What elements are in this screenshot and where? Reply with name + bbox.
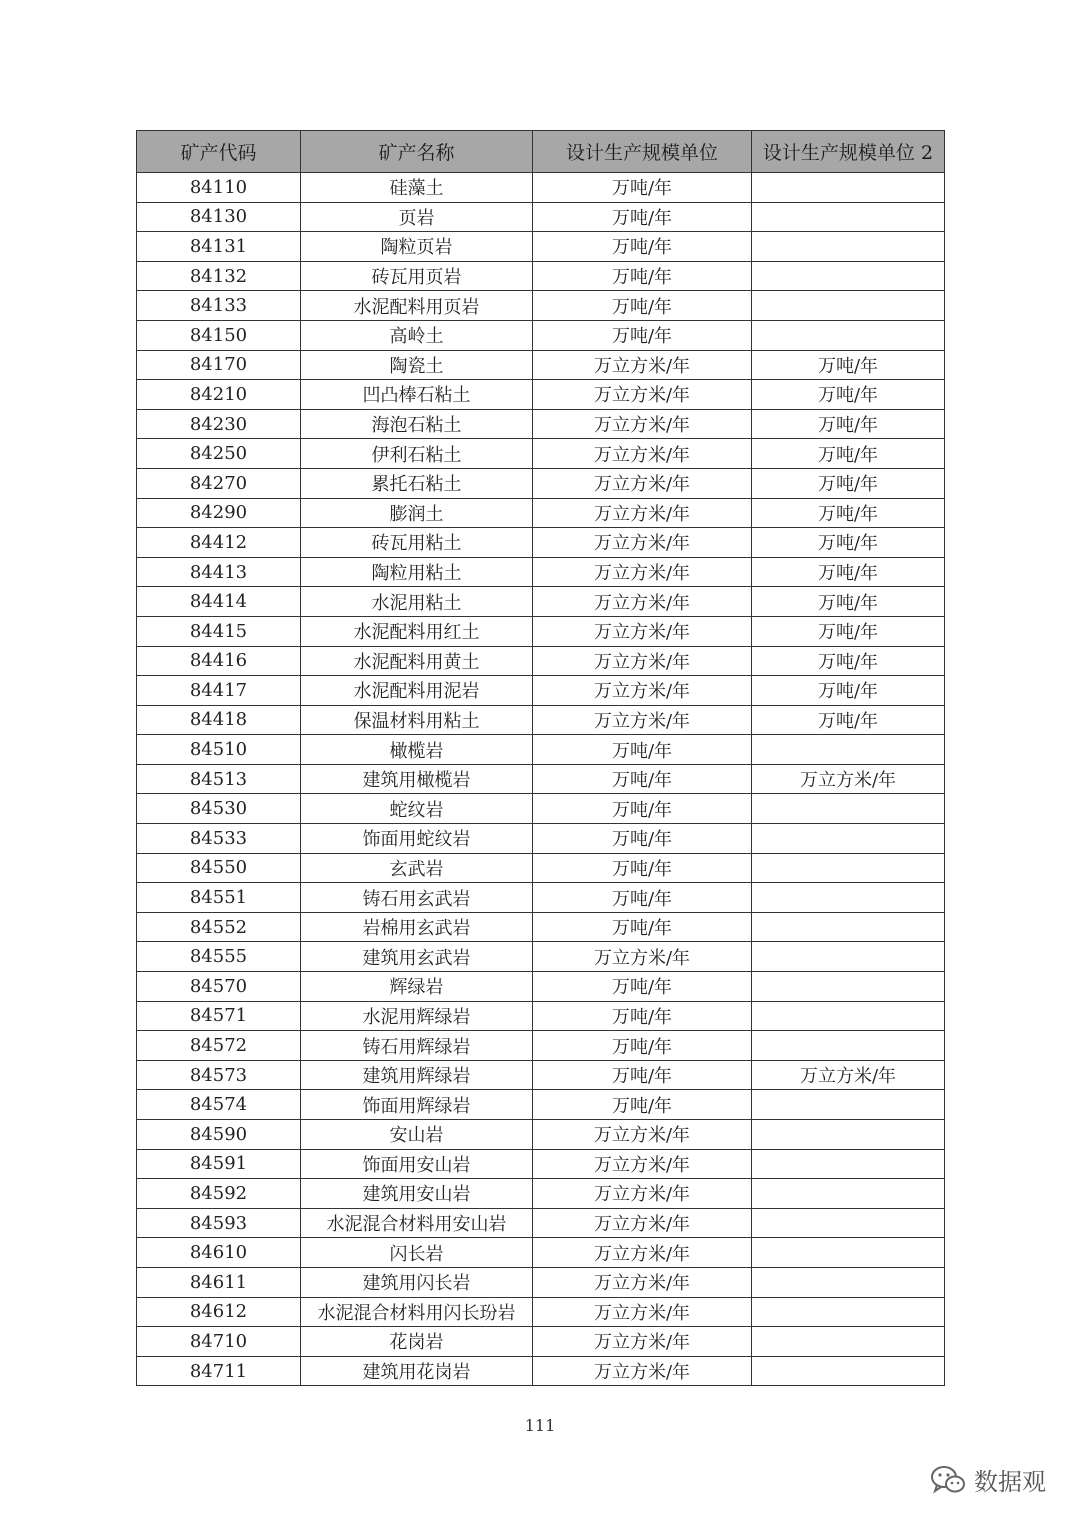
- unit-cell: 万立方米/年: [533, 1149, 752, 1179]
- unit-2-cell: [752, 1031, 945, 1061]
- table-row: [137, 380, 945, 410]
- unit-2-cell: [752, 202, 945, 232]
- unit-2-cell: [752, 232, 945, 262]
- mineral-code-cell: 84710: [137, 1327, 301, 1357]
- table-row: [137, 1356, 945, 1386]
- unit-2-cell: 万吨/年: [752, 498, 945, 528]
- unit-cell: 万立方米/年: [533, 439, 752, 469]
- unit-cell: 万立方米/年: [533, 350, 752, 380]
- unit-cell: 万吨/年: [533, 173, 752, 203]
- table-row: [137, 1179, 945, 1209]
- mineral-code-cell: 84415: [137, 616, 301, 646]
- table-row: [137, 912, 945, 942]
- unit-2-cell: [752, 1356, 945, 1386]
- mineral-code-cell: 84571: [137, 1001, 301, 1031]
- mineral-name-cell: 保温材料用粘土: [301, 705, 533, 735]
- mineral-code-cell: 84555: [137, 942, 301, 972]
- mineral-name-cell: 饰面用蛇纹岩: [301, 824, 533, 854]
- table-row: [137, 616, 945, 646]
- mineral-code-cell: 84610: [137, 1238, 301, 1268]
- mineral-name-cell: 水泥用粘土: [301, 587, 533, 617]
- unit-cell: 万立方米/年: [533, 468, 752, 498]
- unit-2-cell: [752, 794, 945, 824]
- unit-2-cell: 万吨/年: [752, 616, 945, 646]
- mineral-code-cell: 84550: [137, 853, 301, 883]
- mineral-name-cell: 水泥混合材料用安山岩: [301, 1208, 533, 1238]
- unit-cell: 万吨/年: [533, 764, 752, 794]
- mineral-name-cell: 饰面用辉绿岩: [301, 1090, 533, 1120]
- mineral-name-cell: 陶粒页岩: [301, 232, 533, 262]
- unit-cell: 万立方米/年: [533, 1267, 752, 1297]
- table-row: [137, 409, 945, 439]
- mineral-name-cell: 饰面用安山岩: [301, 1149, 533, 1179]
- mineral-code-cell: 84551: [137, 883, 301, 913]
- unit-2-cell: 万吨/年: [752, 528, 945, 558]
- table-row: [137, 498, 945, 528]
- mineral-code-cell: 84133: [137, 291, 301, 321]
- table-row: [137, 824, 945, 854]
- unit-cell: 万吨/年: [533, 320, 752, 350]
- mineral-name-cell: 伊利石粘土: [301, 439, 533, 469]
- unit-2-cell: 万吨/年: [752, 439, 945, 469]
- mineral-code-cell: 84533: [137, 824, 301, 854]
- mineral-code-cell: 84590: [137, 1120, 301, 1150]
- table-row: [137, 794, 945, 824]
- unit-2-cell: 万吨/年: [752, 350, 945, 380]
- unit-cell: 万立方米/年: [533, 1327, 752, 1357]
- table-row: [137, 1327, 945, 1357]
- unit-2-cell: 万吨/年: [752, 587, 945, 617]
- unit-2-cell: [752, 735, 945, 765]
- unit-cell: 万吨/年: [533, 883, 752, 913]
- unit-cell: 万立方米/年: [533, 1120, 752, 1150]
- unit-cell: 万立方米/年: [533, 942, 752, 972]
- mineral-code-cell: 84413: [137, 557, 301, 587]
- mineral-code-cell: 84573: [137, 1060, 301, 1090]
- unit-cell: 万立方米/年: [533, 587, 752, 617]
- unit-2-cell: [752, 1267, 945, 1297]
- table-row: [137, 1031, 945, 1061]
- unit-cell: 万吨/年: [533, 912, 752, 942]
- unit-2-cell: [752, 1120, 945, 1150]
- unit-2-cell: [752, 291, 945, 321]
- mineral-name-cell: 硅藻土: [301, 173, 533, 203]
- mineral-code-cell: 84611: [137, 1267, 301, 1297]
- mineral-code-cell: 84250: [137, 439, 301, 469]
- mineral-code-cell: 84270: [137, 468, 301, 498]
- table-row: [137, 1120, 945, 1150]
- unit-cell: 万立方米/年: [533, 528, 752, 558]
- unit-2-cell: [752, 942, 945, 972]
- table-row: [137, 676, 945, 706]
- table-row: [137, 942, 945, 972]
- table-row: [137, 1149, 945, 1179]
- unit-cell: 万吨/年: [533, 853, 752, 883]
- table-row: [137, 320, 945, 350]
- wechat-icon: [930, 1465, 966, 1495]
- mineral-code-cell: 84414: [137, 587, 301, 617]
- mineral-name-cell: 花岗岩: [301, 1327, 533, 1357]
- mineral-code-cell: 84210: [137, 380, 301, 410]
- unit-cell: 万吨/年: [533, 735, 752, 765]
- unit-cell: 万吨/年: [533, 291, 752, 321]
- unit-2-cell: [752, 824, 945, 854]
- table-row: [137, 291, 945, 321]
- table-row: [137, 705, 945, 735]
- mineral-name-cell: 建筑用花岗岩: [301, 1356, 533, 1386]
- mineral-code-cell: 84572: [137, 1031, 301, 1061]
- unit-2-cell: [752, 912, 945, 942]
- mineral-name-cell: 闪长岩: [301, 1238, 533, 1268]
- mineral-code-cell: 84416: [137, 646, 301, 676]
- mineral-name-cell: 建筑用玄武岩: [301, 942, 533, 972]
- table-body: [137, 173, 945, 1386]
- mineral-name-cell: 玄武岩: [301, 853, 533, 883]
- unit-2-cell: 万吨/年: [752, 557, 945, 587]
- unit-cell: 万立方米/年: [533, 498, 752, 528]
- mineral-code-cell: 84418: [137, 705, 301, 735]
- unit-cell: 万立方米/年: [533, 557, 752, 587]
- mineral-code-cell: 84417: [137, 676, 301, 706]
- unit-2-cell: [752, 883, 945, 913]
- table-row: [137, 557, 945, 587]
- unit-2-cell: [752, 1001, 945, 1031]
- unit-2-cell: 万吨/年: [752, 646, 945, 676]
- header-row: [137, 131, 945, 173]
- mineral-code-cell: 84530: [137, 794, 301, 824]
- unit-cell: 万立方米/年: [533, 1179, 752, 1209]
- unit-cell: 万吨/年: [533, 202, 752, 232]
- header-mineral-name: 矿产名称: [301, 131, 533, 173]
- unit-2-cell: [752, 1327, 945, 1357]
- unit-2-cell: [752, 261, 945, 291]
- unit-2-cell: [752, 173, 945, 203]
- table-row: [137, 1238, 945, 1268]
- mineral-name-cell: 水泥用辉绿岩: [301, 1001, 533, 1031]
- table-row: [137, 202, 945, 232]
- unit-2-cell: 万吨/年: [752, 380, 945, 410]
- unit-cell: 万吨/年: [533, 972, 752, 1002]
- mineral-code-cell: 84131: [137, 232, 301, 262]
- mineral-code-cell: 84592: [137, 1179, 301, 1209]
- table-row: [137, 1267, 945, 1297]
- unit-2-cell: [752, 1238, 945, 1268]
- table-row: [137, 883, 945, 913]
- mineral-code-cell: 84552: [137, 912, 301, 942]
- unit-2-cell: 万立方米/年: [752, 764, 945, 794]
- mineral-code-cell: 84574: [137, 1090, 301, 1120]
- table-row: [137, 764, 945, 794]
- mineral-code-cell: 84711: [137, 1356, 301, 1386]
- mineral-name-cell: 砖瓦用页岩: [301, 261, 533, 291]
- header-mineral-code: 矿产代码: [137, 131, 301, 173]
- table-row: [137, 1297, 945, 1327]
- table-row: [137, 468, 945, 498]
- unit-cell: 万立方米/年: [533, 409, 752, 439]
- mineral-code-cell: 84150: [137, 320, 301, 350]
- unit-2-cell: [752, 972, 945, 1002]
- unit-cell: 万立方米/年: [533, 380, 752, 410]
- table-header: [137, 131, 945, 173]
- mineral-name-cell: 安山岩: [301, 1120, 533, 1150]
- unit-cell: 万立方米/年: [533, 1208, 752, 1238]
- mineral-code-cell: 84513: [137, 764, 301, 794]
- table-row: [137, 439, 945, 469]
- mineral-code-cell: 84110: [137, 173, 301, 203]
- unit-2-cell: [752, 1208, 945, 1238]
- mineral-name-cell: 水泥配料用红土: [301, 616, 533, 646]
- mineral-code-cell: 84570: [137, 972, 301, 1002]
- mineral-name-cell: 页岩: [301, 202, 533, 232]
- mineral-name-cell: 橄榄岩: [301, 735, 533, 765]
- unit-cell: 万立方米/年: [533, 676, 752, 706]
- page-number: 111: [524, 1416, 556, 1435]
- mineral-name-cell: 水泥配料用泥岩: [301, 676, 533, 706]
- mineral-code-cell: 84290: [137, 498, 301, 528]
- unit-cell: 万吨/年: [533, 232, 752, 262]
- table-row: [137, 1001, 945, 1031]
- mineral-name-cell: 建筑用辉绿岩: [301, 1060, 533, 1090]
- mineral-table: [136, 130, 945, 1386]
- unit-2-cell: [752, 853, 945, 883]
- mineral-name-cell: 高岭土: [301, 320, 533, 350]
- mineral-code-cell: 84593: [137, 1208, 301, 1238]
- table-row: [137, 972, 945, 1002]
- watermark: [930, 1462, 1046, 1497]
- mineral-name-cell: 水泥混合材料用闪长玢岩: [301, 1297, 533, 1327]
- unit-cell: 万吨/年: [533, 261, 752, 291]
- mineral-name-cell: 岩棉用玄武岩: [301, 912, 533, 942]
- unit-2-cell: [752, 1149, 945, 1179]
- unit-2-cell: [752, 1297, 945, 1327]
- table-row: [137, 528, 945, 558]
- unit-2-cell: 万立方米/年: [752, 1060, 945, 1090]
- mineral-name-cell: 建筑用橄榄岩: [301, 764, 533, 794]
- mineral-name-cell: 砖瓦用粘土: [301, 528, 533, 558]
- mineral-code-cell: 84230: [137, 409, 301, 439]
- table-row: [137, 350, 945, 380]
- unit-cell: 万立方米/年: [533, 646, 752, 676]
- mineral-name-cell: 建筑用闪长岩: [301, 1267, 533, 1297]
- unit-cell: 万吨/年: [533, 1060, 752, 1090]
- unit-2-cell: [752, 1090, 945, 1120]
- unit-2-cell: [752, 320, 945, 350]
- mineral-name-cell: 水泥配料用页岩: [301, 291, 533, 321]
- mineral-name-cell: 陶粒用粘土: [301, 557, 533, 587]
- watermark-text: 数据观: [974, 1468, 1046, 1496]
- mineral-name-cell: 累托石粘土: [301, 468, 533, 498]
- table-row: [137, 646, 945, 676]
- table-row: [137, 1208, 945, 1238]
- mineral-name-cell: 辉绿岩: [301, 972, 533, 1002]
- mineral-code-cell: 84591: [137, 1149, 301, 1179]
- unit-cell: 万立方米/年: [533, 1297, 752, 1327]
- mineral-name-cell: 水泥配料用黄土: [301, 646, 533, 676]
- unit-cell: 万立方米/年: [533, 616, 752, 646]
- header-unit: 设计生产规模单位: [533, 131, 752, 173]
- unit-cell: 万吨/年: [533, 1001, 752, 1031]
- unit-cell: 万吨/年: [533, 794, 752, 824]
- mineral-name-cell: 海泡石粘土: [301, 409, 533, 439]
- mineral-name-cell: 凹凸棒石粘土: [301, 380, 533, 410]
- mineral-code-cell: 84132: [137, 261, 301, 291]
- table-row: [137, 173, 945, 203]
- mineral-code-cell: 84510: [137, 735, 301, 765]
- unit-cell: 万吨/年: [533, 824, 752, 854]
- mineral-code-cell: 84412: [137, 528, 301, 558]
- mineral-code-cell: 84130: [137, 202, 301, 232]
- mineral-code-cell: 84170: [137, 350, 301, 380]
- unit-cell: 万吨/年: [533, 1031, 752, 1061]
- table-row: [137, 587, 945, 617]
- mineral-name-cell: 铸石用玄武岩: [301, 883, 533, 913]
- unit-2-cell: [752, 1179, 945, 1209]
- unit-cell: 万立方米/年: [533, 1356, 752, 1386]
- mineral-name-cell: 建筑用安山岩: [301, 1179, 533, 1209]
- unit-cell: 万吨/年: [533, 1090, 752, 1120]
- table-row: [137, 1060, 945, 1090]
- unit-2-cell: 万吨/年: [752, 409, 945, 439]
- header-unit-2: 设计生产规模单位 2: [752, 131, 945, 173]
- mineral-code-cell: 84612: [137, 1297, 301, 1327]
- unit-cell: 万立方米/年: [533, 705, 752, 735]
- unit-2-cell: 万吨/年: [752, 468, 945, 498]
- unit-2-cell: 万吨/年: [752, 676, 945, 706]
- table-row: [137, 735, 945, 765]
- mineral-name-cell: 陶瓷土: [301, 350, 533, 380]
- unit-cell: 万立方米/年: [533, 1238, 752, 1268]
- table-row: [137, 232, 945, 262]
- mineral-name-cell: 膨润土: [301, 498, 533, 528]
- table-row: [137, 261, 945, 291]
- table-row: [137, 1090, 945, 1120]
- mineral-name-cell: 蛇纹岩: [301, 794, 533, 824]
- mineral-name-cell: 铸石用辉绿岩: [301, 1031, 533, 1061]
- table-row: [137, 853, 945, 883]
- unit-2-cell: 万吨/年: [752, 705, 945, 735]
